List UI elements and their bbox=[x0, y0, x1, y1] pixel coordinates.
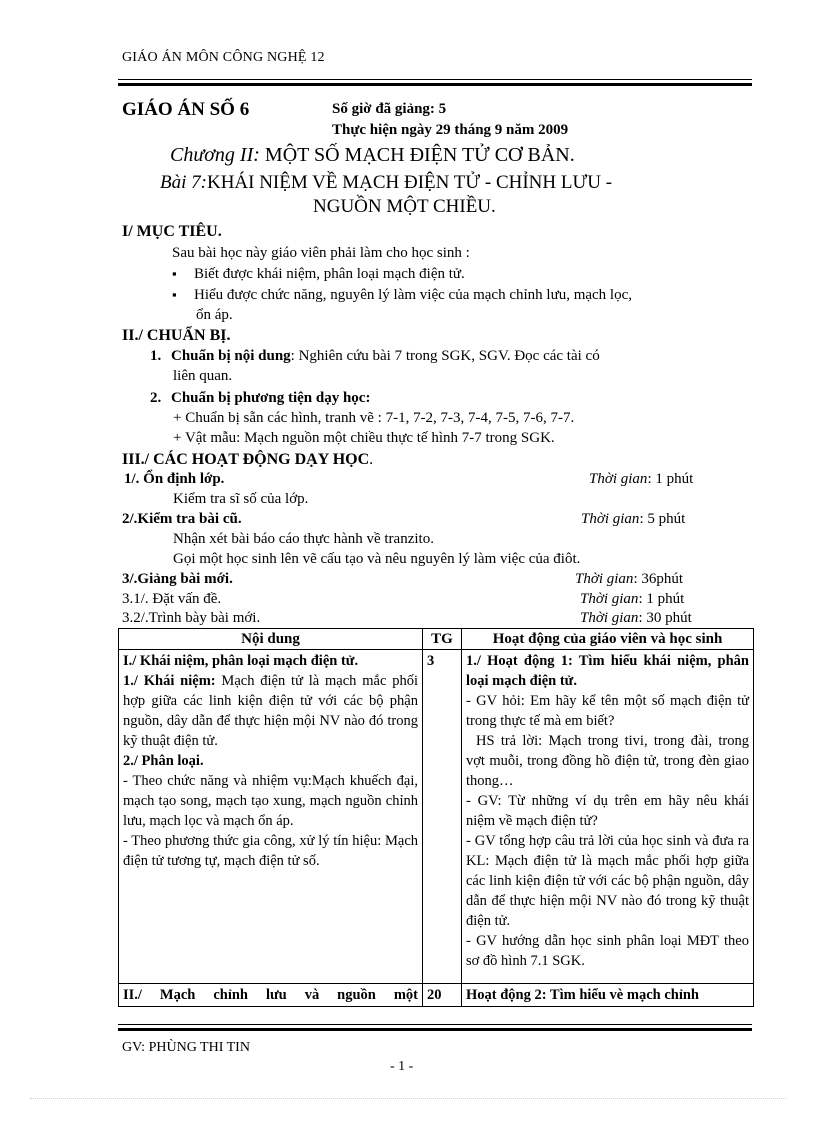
step32-time: Thời gian: 30 phút bbox=[580, 610, 692, 626]
column-header-time: TG bbox=[423, 629, 462, 650]
activity-title: 1./ Hoạt động 1: Tìm hiểu khái niệm, phân loại mạch điện tử. bbox=[466, 653, 749, 689]
footer-rule-thick bbox=[118, 1028, 752, 1031]
prep-item-materials-label: Chuẩn bị phương tiện dạy học: bbox=[171, 390, 371, 406]
activity-paragraph: - GV: Từ những ví dụ trên em hãy nêu khái niệm về mạch điện tử? bbox=[466, 793, 749, 829]
prep-materials-line: + Chuẩn bị sẵn các hình, tranh vẽ : 7-1, 7-2, 7-3, 7-4, 7-5, 7-6, 7-7. bbox=[173, 410, 575, 426]
page-bottom-divider bbox=[30, 1098, 786, 1099]
prep-item-content: 1. Chuẩn bị nội dung: Nghiên cứu bài 7 trong SGK, SGV. Đọc các tài có bbox=[150, 348, 600, 364]
step3-title: 3/.Giảng bài mới. bbox=[122, 571, 233, 587]
step3-time: Thời gian: 36phút bbox=[575, 571, 684, 587]
chapter-title: MỘT SỐ MẠCH ĐIỆN TỬ CƠ BẢN. bbox=[264, 144, 575, 166]
content-classification-title: 2./ Phân loại. bbox=[123, 753, 204, 769]
step2-text: Nhận xét bài báo cáo thực hành về tranzito. bbox=[173, 531, 434, 547]
lesson-label: Bài 7: bbox=[160, 172, 207, 193]
chapter-label: Chương II: bbox=[170, 144, 260, 166]
teaching-date: Thực hiện ngày 29 tháng 9 năm 2009 bbox=[332, 122, 569, 138]
lesson-heading bbox=[160, 172, 612, 194]
prep-item-content-cont: liên quan. bbox=[173, 368, 233, 384]
step32-title: 3.2/.Trình bày bài mới. bbox=[122, 610, 261, 626]
content-concept: 1./ Khái niệm: Mạch điện tử là mạch mắc phối hợp giữa các linh kiện điện tử với các bộ phận nguồn, dây dẫn để thực hiện mội NV nào đó trong kỹ thuật điện tử. bbox=[123, 673, 418, 749]
objective-item: ▪ Biết được khái niệm, phân loại mạch điện tử. bbox=[172, 266, 465, 283]
step2-text: Gọi một học sinh lên vẽ cấu tạo và nêu nguyên lý làm việc của điôt. bbox=[173, 551, 581, 567]
objectives-heading: I/ MỤC TIÊU. bbox=[122, 223, 222, 240]
prep-materials-line: + Vật mẫu: Mạch nguồn một chiều thực tế hình 7-7 trong SGK. bbox=[173, 430, 555, 446]
content-section-title: I./ Khái niệm, phân loại mạch điện tử. bbox=[123, 653, 359, 669]
activity-paragraph: HS trả lời: Mạch trong tivi, trong đài, trong vợt muỗi, trong đồng hồ điện tử, trong đèn giao thong… bbox=[466, 733, 749, 789]
lesson-table bbox=[118, 628, 754, 1007]
activity-cell: Hoạt động 2: Tìm hiểu vè mạch chỉnh bbox=[462, 984, 754, 1007]
time-cell: 3 bbox=[423, 650, 462, 984]
prep-heading: II./ CHUẨN BỊ. bbox=[122, 327, 231, 344]
activities-heading: III./ CÁC HOẠT ĐỘNG DẠY HỌC. bbox=[122, 451, 374, 468]
content-cell bbox=[119, 650, 423, 984]
column-header-activities: Hoạt động của giáo viên và học sinh bbox=[462, 629, 754, 650]
hours-taught: Số giờ đã giảng: 5 bbox=[332, 101, 447, 117]
plan-number: GIÁO ÁN SỐ 6 bbox=[122, 99, 250, 120]
step1-text: Kiểm tra sĩ số của lớp. bbox=[173, 491, 309, 507]
header-rule-thick bbox=[118, 83, 752, 86]
header-rule-thin bbox=[118, 79, 752, 80]
objective-item-cont: ổn áp. bbox=[196, 307, 233, 323]
step2-title: 2/.Kiểm tra bài cũ. bbox=[122, 511, 242, 527]
prep-item-content-label: Chuẩn bị nội dung bbox=[171, 348, 291, 364]
step31-time: Thời gian: 1 phút bbox=[580, 591, 685, 607]
objective-item: ▪ Hiểu được chức năng, nguyên lý làm việc của mạch chỉnh lưu, mạch lọc, bbox=[172, 287, 632, 304]
page-header: GIÁO ÁN MÔN CÔNG NGHỆ 12 bbox=[122, 50, 325, 65]
activity-paragraph: - GV hỏi: Em hãy kể tên một số mạch điện tử trong thực tế mà em biết? bbox=[466, 693, 749, 729]
activity-cell bbox=[462, 650, 754, 984]
chapter-heading bbox=[170, 144, 575, 167]
table-row bbox=[119, 650, 754, 984]
table-header-row bbox=[119, 629, 754, 650]
activity-paragraph: - GV hướng dẫn học sinh phân loại MĐT theo sơ đồ hình 7.1 SGK. bbox=[466, 933, 749, 969]
content-paragraph: - Theo phương thức gia công, xử lý tín hiệu: Mạch điện tử tương tự, mạch điện tử số. bbox=[123, 833, 418, 869]
time-cell: 20 bbox=[423, 984, 462, 1007]
step2-time: Thời gian: 5 phút bbox=[581, 511, 686, 527]
step1-time: Thời gian: 1 phút bbox=[589, 471, 694, 487]
prep-item-materials: 2. Chuẩn bị phương tiện dạy học: bbox=[150, 390, 371, 406]
step1-title: 1/. Ổn định lớp. bbox=[124, 471, 225, 487]
content-paragraph: - Theo chức năng và nhiệm vụ:Mạch khuếch đại, mạch tạo song, mạch tạo xung, mạch nguồn chỉnh lưu, mạch lọc và mạch ổn áp. bbox=[123, 773, 418, 829]
column-header-content: Nội dung bbox=[119, 629, 423, 650]
activity-paragraph: - GV tổng hợp câu trả lời của học sinh và đưa ra KL: Mạch điện tử là mạch mắc phối hợp giữa các linh kiện điện tử với các bộ phận nguồn, dây dẫn để thực hiện mội NV nào đó trong kỹ thuật điện tử. bbox=[466, 833, 749, 929]
content-cell: II./ Mạch chỉnh lưu và nguồn một bbox=[119, 984, 423, 1007]
page-number: - 1 - bbox=[390, 1059, 414, 1074]
objectives-intro: Sau bài học này giáo viên phải làm cho học sinh : bbox=[172, 245, 470, 261]
page-footer-author: GV: PHÙNG THI TIN bbox=[122, 1040, 250, 1055]
lesson-title-line1: KHÁI NIỆM VỀ MẠCH ĐIỆN TỬ - CHỈNH LƯU - bbox=[206, 172, 613, 193]
step31-title: 3.1/. Đặt vấn đề. bbox=[122, 591, 222, 607]
footer-rule-thin bbox=[118, 1024, 752, 1025]
lesson-title-line2: NGUỒN MỘT CHIỀU. bbox=[313, 196, 496, 217]
table-row bbox=[119, 984, 754, 1007]
